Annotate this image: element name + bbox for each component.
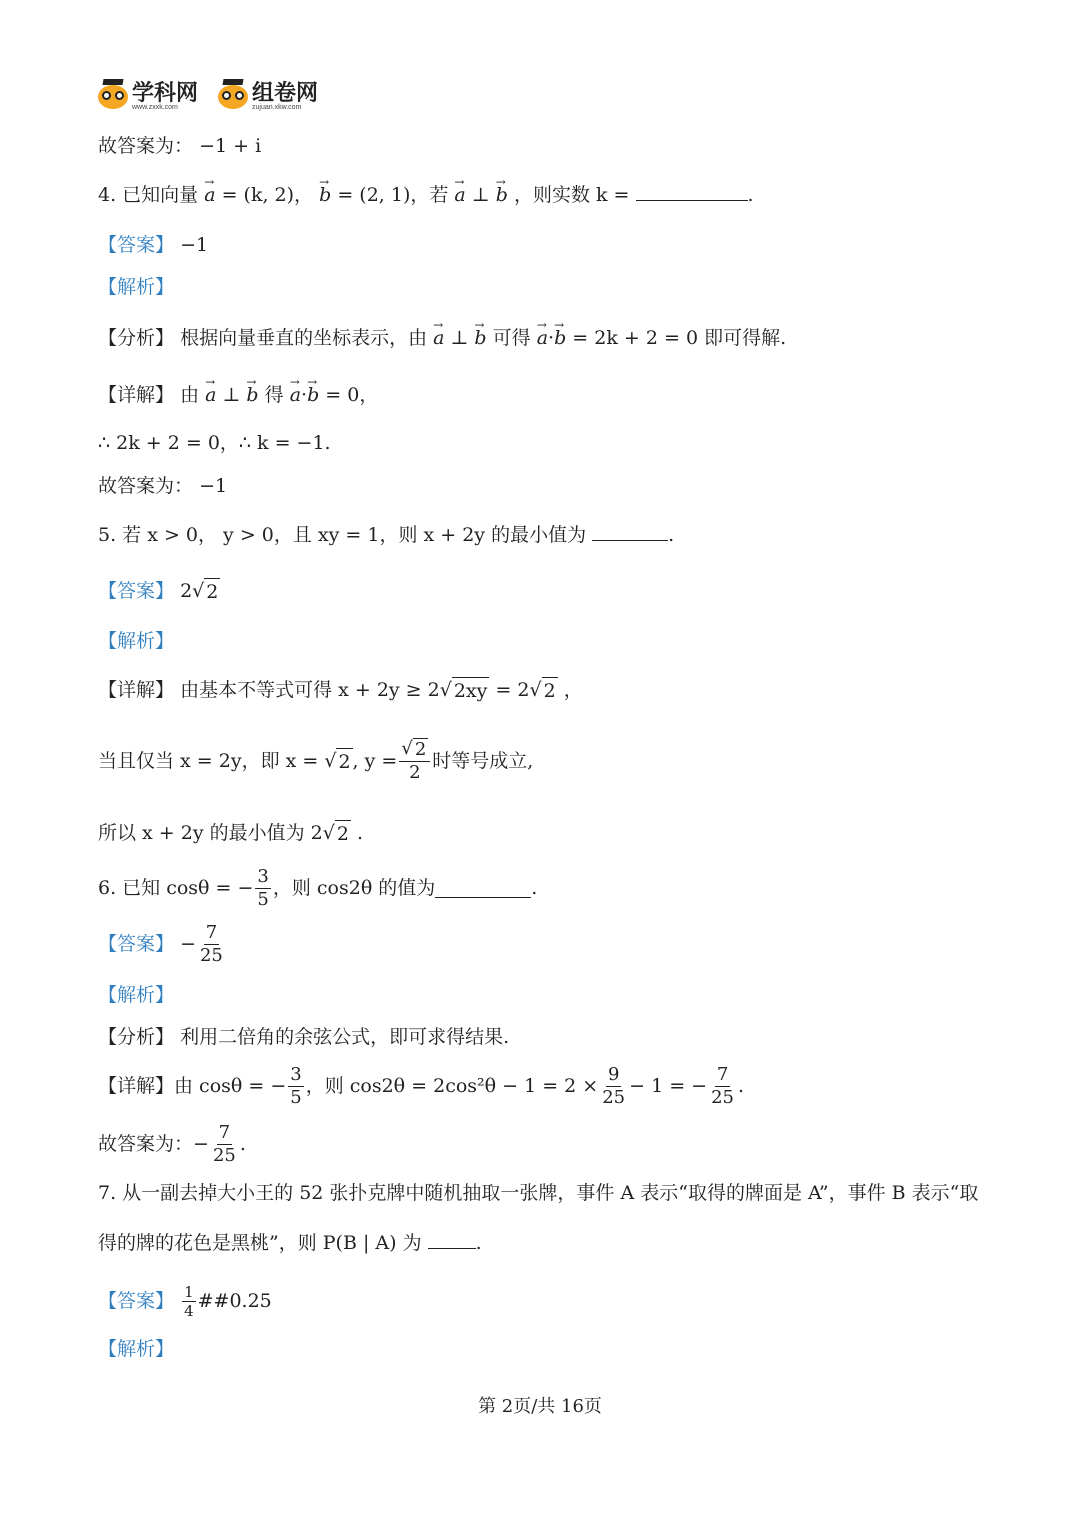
denominator: 25 (212, 1144, 236, 1166)
owl-icon (98, 85, 128, 109)
final-value: −1 + i (199, 135, 262, 157)
answer-blank (592, 522, 668, 541)
sqrt-symbol: √ 2xy (439, 679, 488, 702)
prev-final-answer (98, 133, 261, 159)
q4-prefix: 4. 已知向量 (98, 184, 199, 206)
sqrt-symbol: √ 2 (192, 580, 219, 603)
fenxi-text: 利用二倍角的余弦公式，即可求得结果. (180, 1026, 510, 1048)
fraction (182, 1283, 196, 1320)
q5-equality (98, 733, 533, 789)
fenxi-tag: 【分析】 (98, 1026, 175, 1048)
period: . (738, 1075, 745, 1097)
concl-text: 所以 x + 2y 的最小值为 2 (98, 822, 323, 844)
denominator: 5 (290, 1086, 302, 1108)
vector-a: → a (204, 182, 215, 208)
fenxi-text: 可得 (492, 327, 531, 349)
numerator: 3 (290, 1063, 302, 1085)
sqrt-symbol: √ 2 (322, 822, 349, 845)
xuekewang-logo (98, 82, 198, 112)
detail-tag: 【详解】 (98, 384, 175, 406)
final-label: 故答案为： (98, 475, 194, 497)
answer-blank (435, 879, 531, 898)
vector-b: → b (319, 182, 331, 208)
logo2-text: 组卷网 (252, 80, 319, 105)
q4-tail: ，则实数 k = (513, 184, 630, 206)
radicand: 2 (336, 748, 352, 775)
logo1-text: 学科网 (132, 80, 199, 105)
q5-detail (98, 677, 583, 704)
fraction (288, 1064, 303, 1109)
q7-question-line1 (98, 1180, 978, 1206)
answer-tag: 【答案】 (98, 234, 175, 256)
logo2-url: zujuan.xkw.com (252, 104, 302, 111)
vector-b: → b (246, 382, 258, 408)
vector-a: → a (537, 325, 548, 351)
detail-text: 由基本不等式可得 x + 2y ≥ 2 (180, 679, 440, 701)
detail-text: 由 (180, 384, 200, 406)
numerator: 9 (607, 1063, 620, 1085)
vector-a: → a (433, 325, 444, 351)
q7-question-line2 (98, 1230, 482, 1256)
denominator: 5 (257, 888, 269, 910)
detail-text: 得 (264, 384, 284, 406)
denominator: 25 (711, 1086, 734, 1108)
denominator: 25 (602, 1086, 626, 1108)
final-label: 故答案为： (98, 1133, 194, 1155)
analysis-tag: 【解析】 (98, 1338, 175, 1360)
answer-alt: ##0.25 (197, 1290, 272, 1312)
vector-a: → a (205, 382, 216, 408)
fraction (255, 866, 270, 911)
q5-conclusion (98, 820, 363, 847)
q6-answer (98, 918, 227, 970)
q4-step (98, 430, 331, 456)
q7-text: 7. 从一副去掉大小王的 52 张扑克牌中随机抽取一张牌，事件 A 表示“取得的牌面是 A”，事件 B 表示“取 (98, 1182, 979, 1204)
detail-text: = 2 (495, 679, 530, 701)
q7-analysis-heading (98, 1336, 174, 1362)
vector-b: → b (307, 382, 319, 408)
analysis-tag: 【解析】 (98, 276, 175, 298)
final-value: −1 (199, 475, 228, 497)
q6-text: 6. 已知 cosθ = − (98, 877, 254, 899)
q6-final (98, 1118, 246, 1170)
period: . (239, 1133, 246, 1155)
sqrt-symbol: √ 2 (401, 738, 427, 760)
q5-text: 5. 若 x > 0， y > 0，且 xy = 1，则 x + 2y 的最小值为 (98, 524, 587, 546)
vector-b: → b (496, 182, 508, 208)
period: . (531, 877, 538, 899)
perp-symbol: ⊥ (222, 384, 241, 406)
fraction (709, 1064, 736, 1109)
fenxi-text: 根据向量垂直的坐标表示，由 (180, 327, 428, 349)
fraction (211, 1122, 238, 1167)
page-footer: 第 2页/共 16页 (478, 1396, 602, 1417)
q6-analysis-heading (98, 982, 174, 1008)
q6-detail (98, 1060, 744, 1112)
vector-a: → a (454, 182, 465, 208)
denominator: 2 (409, 762, 421, 783)
fenxi-tag: 【分析】 (98, 327, 175, 349)
vector-b: → b (554, 325, 566, 351)
detail-text: − 1 = − (629, 1075, 708, 1097)
numerator: 1 (184, 1282, 194, 1301)
period: . (668, 524, 675, 546)
q4-answer (98, 232, 208, 258)
q7-text: 得的牌的花色是黑桃”，则 P(B | A) 为 (98, 1232, 422, 1254)
radicand: 2 (204, 578, 220, 605)
numerator: 7 (205, 921, 218, 943)
fraction (198, 922, 225, 967)
sqrt-symbol: √ 2 (529, 679, 556, 702)
q6-question (98, 862, 537, 914)
analysis-tag: 【解析】 (98, 630, 175, 652)
radicand: 2 (335, 820, 351, 847)
q7-answer (98, 1276, 272, 1326)
perp-symbol: ⊥ (471, 184, 490, 206)
radicand: 2 (542, 677, 558, 704)
q4-a-value: = (k, 2)， (221, 184, 314, 206)
period: . (475, 1232, 482, 1254)
answer-coef: 2 (180, 580, 193, 602)
logo1-url: www.zxxk.com (132, 104, 178, 111)
analysis-tag: 【解析】 (98, 984, 175, 1006)
radicand: 2xy (452, 677, 490, 704)
detail-tag: 【详解】 (98, 1075, 175, 1097)
answer-blank (636, 182, 748, 201)
detail-tag: 【详解】 (98, 679, 175, 701)
answer-blank (428, 1230, 476, 1249)
answer-tag: 【答案】 (98, 933, 175, 955)
answer-tag: 【答案】 (98, 1290, 175, 1312)
answer-value: −1 (180, 234, 209, 256)
q4-question (98, 182, 754, 208)
q6-fenxi (98, 1024, 509, 1050)
q4-b-value: = (2, 1)，若 (337, 184, 449, 206)
detail-text: = 0， (325, 384, 379, 406)
denominator: 25 (199, 944, 223, 966)
vector-a: → a (290, 382, 301, 408)
fraction (399, 738, 430, 784)
q6-text: ，则 cos2θ 的值为 (272, 877, 436, 899)
q4-analysis-heading (98, 274, 174, 300)
denominator: 4 (184, 1301, 194, 1320)
sign: − (193, 1133, 209, 1155)
q4-final (98, 473, 227, 499)
period: . (747, 184, 754, 206)
step-text: ∴ 2k + 2 = 0，∴ k = −1. (98, 432, 331, 454)
q5-analysis-heading (98, 628, 174, 654)
eq-text: , y = (352, 750, 398, 772)
numerator: 7 (716, 1063, 729, 1085)
sqrt-symbol: √ 2 (324, 749, 351, 773)
concl-text: . (357, 822, 364, 844)
fraction (600, 1064, 627, 1109)
eq-text: 时等号成立, (432, 750, 534, 772)
perp-symbol: ⊥ (450, 327, 469, 349)
detail-text: 由 cosθ = − (174, 1075, 287, 1097)
owl-icon (218, 85, 248, 109)
final-label: 故答案为： (98, 135, 194, 157)
vector-b: → b (474, 325, 486, 351)
q5-answer (98, 578, 220, 605)
detail-text: ， (563, 679, 583, 701)
numerator: 7 (218, 1121, 231, 1143)
zujuanwang-logo (218, 82, 318, 112)
q4-detail: 【详解】 由 → a ⊥ → b 得 → a·→ b = 0， (98, 382, 378, 408)
fenxi-text: = 2k + 2 = 0 即可得解. (572, 327, 787, 349)
answer-tag: 【答案】 (98, 580, 175, 602)
sign: − (180, 933, 196, 955)
numerator: 3 (257, 865, 269, 887)
q4-fenxi: 【分析】 根据向量垂直的坐标表示，由 → a ⊥ → b 可得 → a·→ b = 2k + 2 = 0 即可得解. (98, 325, 786, 351)
eq-text: 当且仅当 x = 2y，即 x = (98, 750, 319, 772)
q5-question (98, 522, 674, 548)
radicand: 2 (414, 739, 427, 760)
detail-text: ，则 cos2θ = 2cos²θ − 1 = 2 × (305, 1075, 599, 1097)
